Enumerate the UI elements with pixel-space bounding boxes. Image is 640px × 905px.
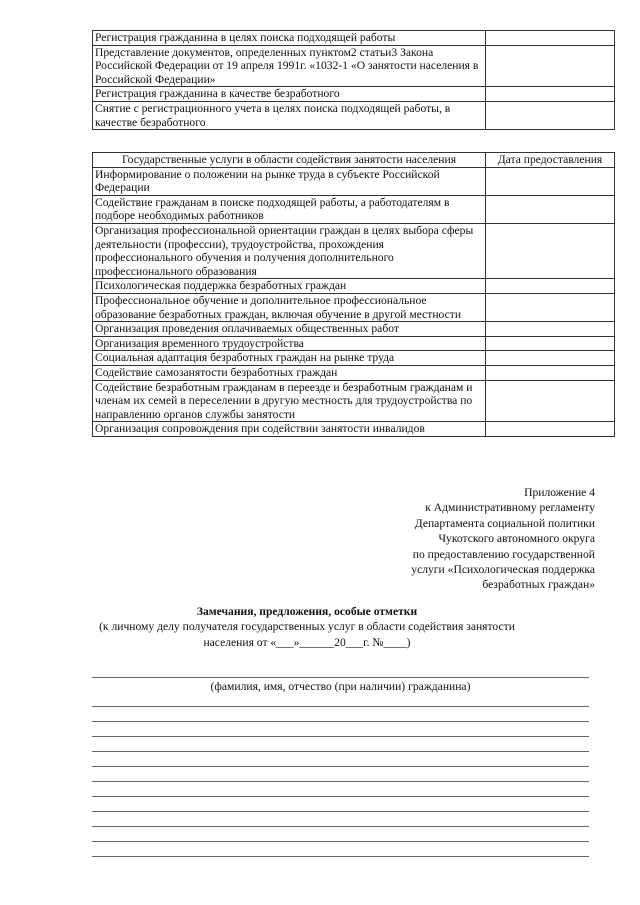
table-cell-value[interactable] bbox=[486, 422, 615, 437]
table-cell-label: Содействие безработным гражданам в переезде и безработным гражданам и членам их семей в переселении в другую местность для трудоустройства по направлению органов службы занятости bbox=[93, 380, 486, 422]
column-header-date: Дата предоставления bbox=[486, 153, 615, 168]
form-subheading: (к личному делу получателя государственных услуг в области содействия занятости bbox=[99, 620, 515, 634]
table-header-row bbox=[93, 153, 615, 168]
table-row bbox=[93, 279, 615, 294]
appendix-line: по предоставлению государственной bbox=[412, 547, 595, 561]
registration-table bbox=[92, 30, 615, 130]
table-cell-value[interactable] bbox=[486, 31, 615, 46]
table-cell-value[interactable] bbox=[486, 365, 615, 380]
notes-line[interactable] bbox=[92, 736, 589, 737]
table-row bbox=[93, 87, 615, 102]
table-row bbox=[93, 365, 615, 380]
table-cell-label: Организация проведения оплачиваемых общественных работ bbox=[93, 322, 486, 337]
table-row bbox=[93, 195, 615, 223]
table-cell-label: Содействие самозанятости безработных граждан bbox=[93, 365, 486, 380]
table-cell-label: Организация сопровождения при содействии занятости инвалидов bbox=[93, 422, 486, 437]
table-cell-label: Информирование о положении на рынке труда в субъекте Российской Федерации bbox=[93, 167, 486, 195]
appendix-block bbox=[340, 485, 595, 593]
appendix-line: к Административному регламенту bbox=[425, 501, 595, 515]
notes-line[interactable] bbox=[92, 811, 589, 812]
table-cell-value[interactable] bbox=[486, 322, 615, 337]
notes-area bbox=[92, 677, 589, 871]
appendix-line: безработных граждан» bbox=[482, 578, 595, 592]
table-row bbox=[93, 351, 615, 366]
table-cell-value[interactable] bbox=[486, 101, 615, 129]
table-cell-value[interactable] bbox=[486, 279, 615, 294]
notes-line[interactable] bbox=[92, 841, 589, 842]
form-subheading: населения от «___»______20___г. №____) bbox=[203, 635, 411, 649]
table-cell-label: Представление документов, определенных пунктом2 статьи3 Закона Российской Федерации от 19 апреля 1991г. «1032-1 «О занятости населения в Российской Федерации» bbox=[93, 45, 486, 87]
table-cell-label: Организация временного трудоустройства bbox=[93, 336, 486, 351]
table-cell-label: Содействие гражданам в поиске подходящей работы, а работодателям в подборе необходимых работников bbox=[93, 195, 486, 223]
notes-line[interactable] bbox=[92, 826, 589, 827]
name-line[interactable] bbox=[92, 677, 589, 678]
table-row bbox=[93, 293, 615, 321]
table-row bbox=[93, 336, 615, 351]
appendix-line: Департамента социальной политики bbox=[414, 516, 595, 530]
table-row bbox=[93, 322, 615, 337]
table-cell-value[interactable] bbox=[486, 45, 615, 87]
table-row bbox=[93, 45, 615, 87]
table-row bbox=[93, 101, 615, 129]
notes-line[interactable] bbox=[92, 781, 589, 782]
table-row bbox=[93, 31, 615, 46]
table-cell-label: Профессиональное обучение и дополнительное профессиональное образование безработных граждан, включая обучение в другой местности bbox=[93, 293, 486, 321]
table-cell-value[interactable] bbox=[486, 380, 615, 422]
column-header-service: Государственные услуги в области содействия занятости населения bbox=[93, 153, 486, 168]
table-cell-label: Организация профессиональной ориентации граждан в целях выбора сферы деятельности (профессии), трудоустройства, прохождения профессионального обучения и получения дополнительного профессионального образования bbox=[93, 223, 486, 278]
appendix-line: Приложение 4 bbox=[524, 486, 595, 499]
appendix-line: услуги «Психологическая поддержка bbox=[411, 563, 595, 577]
table-cell-value[interactable] bbox=[486, 167, 615, 195]
table-row bbox=[93, 223, 615, 278]
notes-line[interactable] bbox=[92, 706, 589, 707]
table-cell-value[interactable] bbox=[486, 293, 615, 321]
table-cell-label: Социальная адаптация безработных граждан на рынке труда bbox=[93, 351, 486, 366]
form-heading: Замечания, предложения, особые отметки bbox=[196, 605, 418, 618]
notes-line[interactable] bbox=[92, 721, 589, 722]
table-cell-label: Снятие с регистрационного учета в целях поиска подходящей работы, в качестве безработного bbox=[93, 101, 486, 129]
table-row bbox=[93, 380, 615, 422]
table-row bbox=[93, 422, 615, 437]
notes-line[interactable] bbox=[92, 766, 589, 767]
notes-line[interactable] bbox=[92, 751, 589, 752]
notes-line[interactable] bbox=[92, 796, 589, 797]
notes-line[interactable] bbox=[92, 856, 589, 857]
table-row bbox=[93, 167, 615, 195]
name-caption: (фамилия, имя, отчество (при наличии) гражданина) bbox=[210, 680, 471, 693]
form-title-block bbox=[92, 604, 522, 650]
appendix-line: Чукотского автономного округа bbox=[438, 532, 595, 546]
table-cell-value[interactable] bbox=[486, 87, 615, 102]
table-cell-label: Психологическая поддержка безработных граждан bbox=[93, 279, 486, 294]
table-cell-label: Регистрация гражданина в качестве безработного bbox=[93, 87, 486, 102]
table-cell-value[interactable] bbox=[486, 195, 615, 223]
table-cell-value[interactable] bbox=[486, 351, 615, 366]
table-cell-value[interactable] bbox=[486, 336, 615, 351]
table-cell-label: Регистрация гражданина в целях поиска подходящей работы bbox=[93, 31, 486, 46]
table-cell-value[interactable] bbox=[486, 223, 615, 278]
services-table bbox=[92, 152, 615, 437]
